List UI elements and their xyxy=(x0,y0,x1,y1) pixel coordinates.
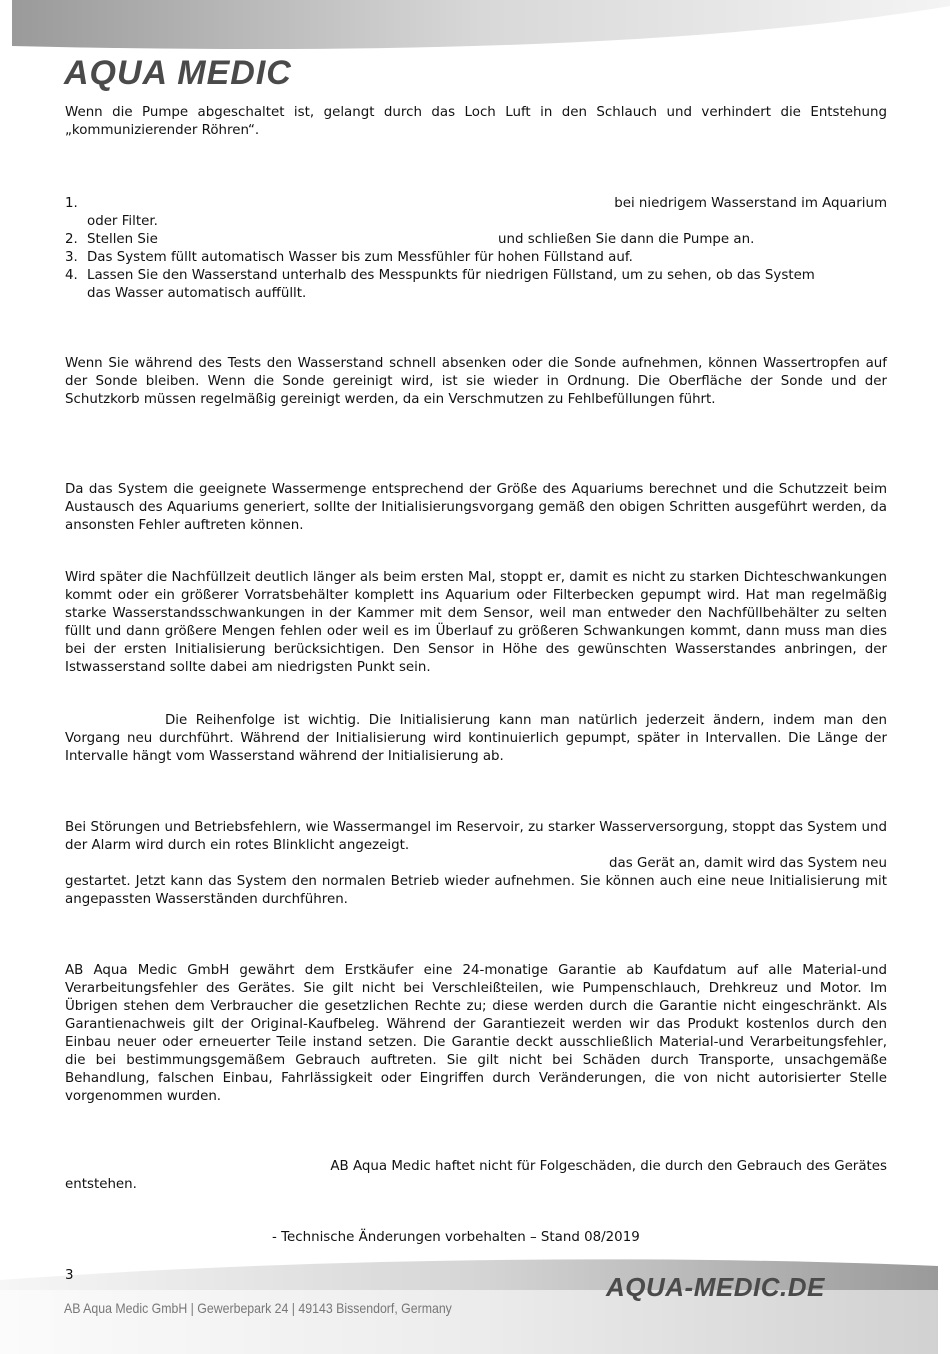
company-address: AB Aqua Medic GmbH | Gewerbepark 24 | 49143 Bissendorf, Germany xyxy=(64,1300,452,1316)
paragraph-liability-cont: entstehen. xyxy=(65,1177,137,1192)
paragraph-order: Die Reihenfolge ist wichtig. Die Initialisierung kann man natürlich jederzeit ändern, indem man den Vorgang neu durchführt. Während der Initialisierung wird kontinuierlich gepumpt, später in Intervallen. Die Länge der Intervalle hängt vom Wasserstand während der Initialisierung ab. xyxy=(65,713,887,764)
paragraph-pump-air: Wenn die Pumpe abgeschaltet ist, gelangt durch das Loch Luft in den Schlauch und verhindert die Entstehung „kommunizierender Röhren“. xyxy=(65,105,887,138)
paragraph-faults-cont: gestartet. Jetzt kann das System den normalen Betrieb wieder aufnehmen. Sie können auch eine neue Initialisierung mit angepassten Wasserständen durchführen. xyxy=(65,874,887,907)
paragraph-initialisation: Da das System die geeignete Wassermenge entsprechend der Größe des Aquariums berechnet und die Schutzzeit beim Austausch des Aquariums generiert, sollte der Initialisierungsvorgang gemäß den obigen Schritten ausgeführt werden, da ansonsten Fehler auftreten können. xyxy=(65,482,887,533)
paragraph-faults-restart: das Gerät an, damit wird das System neu xyxy=(609,856,887,871)
list-item: 2. Stellen Sie xyxy=(65,232,158,247)
paragraph-faults: Bei Störungen und Betriebsfehlern, wie Wassermangel im Reservoir, zu starker Wasserversorgung, stoppt das System und der Alarm wird durch ein rotes Blinklicht angezeigt. xyxy=(65,820,887,853)
list-item-1-text: bei niedrigem Wasserstand im Aquarium xyxy=(614,196,887,211)
list-item-4-cont: das Wasser automatisch auffüllt. xyxy=(87,286,307,301)
list-item: 3. Das System füllt automatisch Wasser bis zum Messfühler für hohen Füllstand auf. xyxy=(65,250,633,265)
page-number: 3 xyxy=(65,1268,74,1283)
list-item-2-right: und schließen Sie dann die Pumpe an. xyxy=(498,232,755,247)
list-item: 4. Lassen Sie den Wasserstand unterhalb des Messpunkts für niedrigen Füllstand, um zu sehen, ob das System xyxy=(65,268,815,283)
list-item-1-cont: oder Filter. xyxy=(87,214,158,229)
technical-changes-note: - Technische Änderungen vorbehalten – Stand 08/2019 xyxy=(272,1230,640,1245)
paragraph-liability: AB Aqua Medic haftet nicht für Folgeschäden, die durch den Gebrauch des Gerätes xyxy=(330,1159,887,1174)
aqua-medic-url-logo: AQUA-MEDIC.DE xyxy=(606,1272,825,1302)
header-wave xyxy=(0,0,950,60)
list-item: 1. xyxy=(65,196,78,211)
paragraph-refill-time: Wird später die Nachfüllzeit deutlich länger als beim ersten Mal, stoppt er, damit es nicht zu starken Dichteschwankungen kommt oder ein größerer Vorratsbehälter komplett ins Aquarium oder Filterbecken gepumpt wird. Hat man regelmäßig starke Wasserstandsschwankungen in der Kammer mit dem Sensor, weil man entweder den Nachfüllbehälter zu selten füllt und dann größere Mengen fehlen oder weil es im Überlauf zu größeren Schwankungen kommt, dann muss man dies bei der ersten Initialisierung berücksichtigen. Den Sensor in Höhe des gewünschten Wasserstandes anbringen, der Istwasserstand sollte dabei am niedrigsten Punkt sein. xyxy=(65,570,887,675)
paragraph-warranty: AB Aqua Medic GmbH gewährt dem Erstkäufer eine 24-monatige Garantie ab Kaufdatum auf alle Material-und Verarbeitungsfehler des Gerätes. Sie gilt nicht bei Verschleißteilen, wie Pumpenschlauch, Drehkreuz und Motor. Im Übrigen stehen dem Verbraucher die gesetzlichen Rechte zu; diese werden durch die Garantie nicht eingeschränkt. Als Garantienachweis gilt der Original-Kaufbeleg. Während der Garantiezeit werden wir das Produkt kostenlos durch den Einbau neuer oder erneuerter Teile instand setzen. Die Garantie deckt ausschließlich Material-und Verarbeitungsfehler, die bei bestimmungsgemäßem Gebrauch auftreten. Sie gilt nicht bei Schäden durch Transporte, unsachgemäße Behandlung, falschen Einbau, Fahrlässigkeit oder Eingriffen durch Veränderungen, die von nicht autorisierter Stelle vorgenommen wurden. xyxy=(65,963,887,1104)
aqua-medic-logo: AQUA MEDIC xyxy=(64,54,292,92)
paragraph-test-probe: Wenn Sie während des Tests den Wasserstand schnell absenken oder die Sonde aufnehmen, können Wassertropfen auf der Sonde bleiben. Wenn die Sonde gereinigt wird, ist sie wieder in Ordnung. Die Oberfläche der Sonde und der Schutzkorb müssen regelmäßig gereinigt werden, da ein Verschmutzen zu Fehlbefüllungen führt. xyxy=(65,356,887,407)
